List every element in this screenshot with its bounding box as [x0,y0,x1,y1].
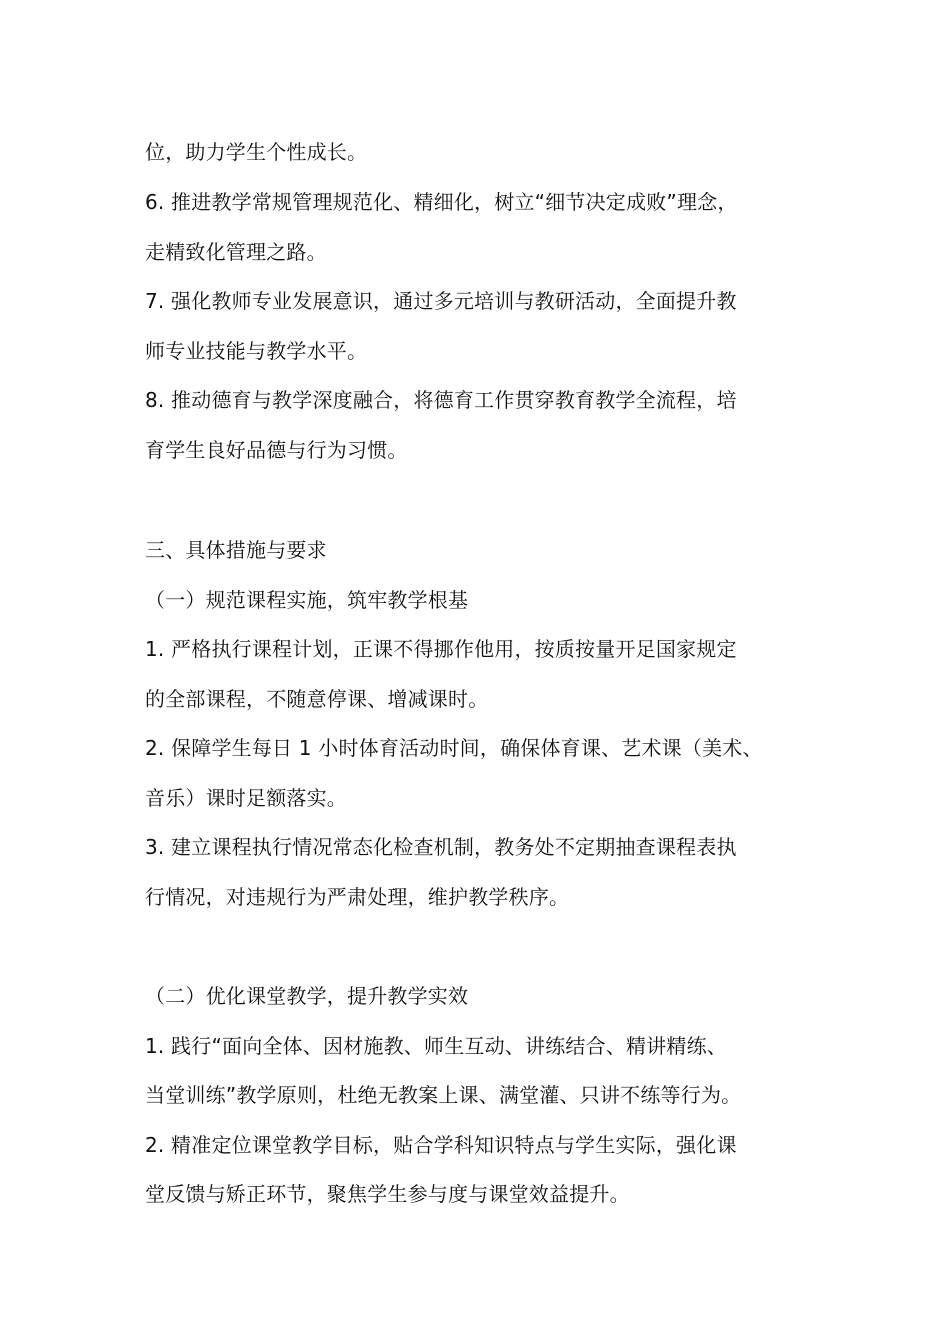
paragraph-line: 2. 保障学生每日 1 小时体育活动时间，确保体育课、艺术课（美术、 [145,736,763,760]
paragraph-line: 堂反馈与矫正环节，聚焦学生参与度与课堂效益提升。 [145,1182,630,1206]
paragraph-line: 师专业技能与教学水平。 [145,339,368,363]
paragraph-line: 音乐）课时足额落实。 [145,786,347,810]
paragraph-line: 1. 严格执行课程计划，正课不得挪作他用，按质按量开足国家规定 [145,637,737,661]
paragraph-line: 2. 精准定位课堂教学目标，贴合学科知识特点与学生实际，强化课 [145,1133,737,1157]
paragraph-line: 育学生良好品德与行为习惯。 [145,438,408,462]
subsection-heading: （二）优化课堂教学，提升教学实效 [145,984,469,1008]
paragraph-line: 8. 推动德育与教学深度融合，将德育工作贯穿教育教学全流程，培 [145,388,737,412]
paragraph-line: 位，助力学生个性成长。 [145,140,368,164]
paragraph-line: 当堂训练”教学原则，杜绝无教案上课、满堂灌、只讲不练等行为。 [145,1083,742,1107]
paragraph-line: 6. 推进教学常规管理规范化、精细化，树立“细节决定成败”理念， [145,190,738,214]
paragraph-line: 的全部课程，不随意停课、增减课时。 [145,687,489,711]
paragraph-line: 3. 建立课程执行情况常态化检查机制，教务处不定期抽查课程表执 [145,835,737,859]
paragraph-line: 行情况，对违规行为严肃处理，维护教学秩序。 [145,885,570,909]
subsection-heading: （一）规范课程实施，筑牢教学根基 [145,588,469,612]
paragraph-line: 走精致化管理之路。 [145,240,327,264]
paragraph-line: 7. 强化教师专业发展意识，通过多元培训与教研活动，全面提升教 [145,289,737,313]
section-heading: 三、具体措施与要求 [145,538,327,562]
paragraph-line: 1. 践行“面向全体、因材施教、师生互动、讲练结合、精讲精练、 [145,1034,728,1058]
